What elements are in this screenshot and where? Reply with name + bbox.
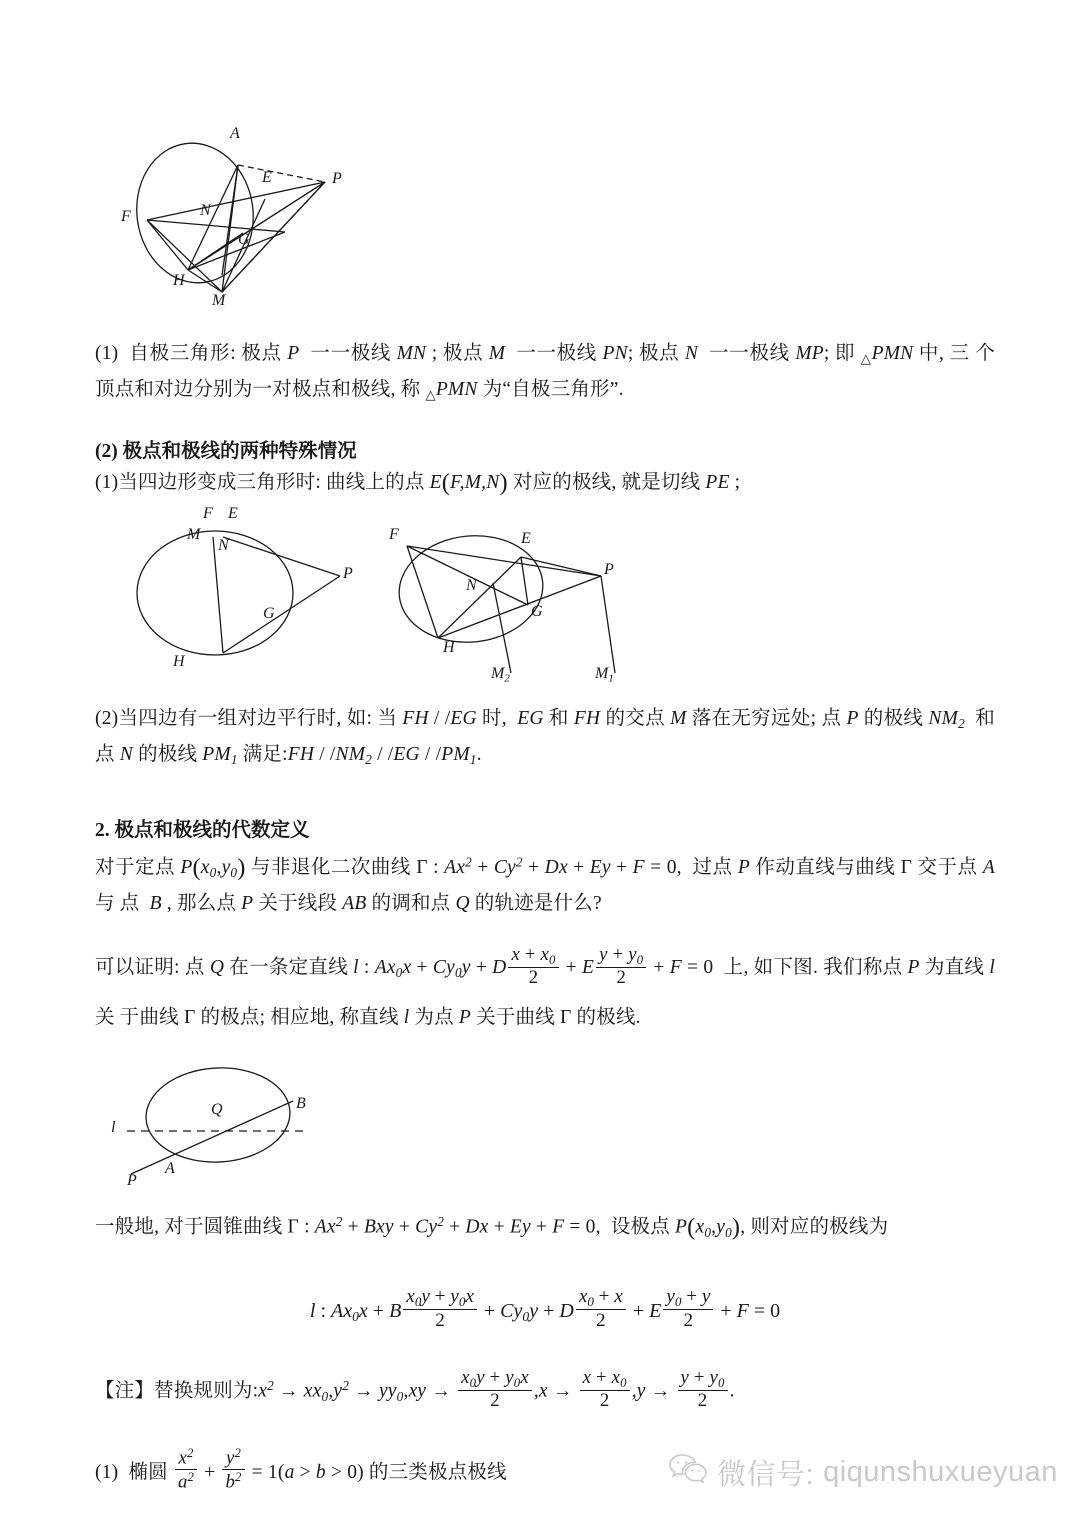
- proof-line1: 可以证明: 点 Q 在一条定直线 l : $Ax_0x + Cy_0y + D$ $\frac{x + x_0}{2}$ + E $\frac{y + y_0}{2}$ + F = 0 上, 如下图. 我们称点 P 为直线 l 关: [95, 943, 995, 1028]
- ellipse-item-text: (1) 椭圆 $\frac{x^2}{a^2}$ + $\frac{y^2}{b^2}$ = 1(a > b > 0) 的三类极点极线: [95, 1446, 507, 1493]
- polar-line-definition-svg: [103, 1062, 403, 1192]
- figure-point-label-E: E: [228, 504, 238, 522]
- figure-point-label-H: H: [173, 652, 185, 670]
- figure-point-label-M: M: [187, 525, 201, 543]
- special-case-1-text: (1)当四边形变成三角形时: 曲线上的点 E(F,M,N) 对应的极线, 就是切线 PE ;: [95, 469, 741, 497]
- wechat-icon: [668, 1452, 708, 1493]
- degenerate-triangle-svg: [115, 513, 365, 685]
- document-content: [95, 0, 995, 1494]
- figure-point-label-P: P: [332, 170, 342, 187]
- figure-line-label-l: l: [111, 1118, 116, 1136]
- figure-point-label-Q: Q: [211, 1100, 223, 1118]
- figure-degenerate-triangle: [115, 504, 365, 685]
- figure-point-label-E: E: [262, 169, 272, 186]
- watermark: [668, 1452, 1058, 1493]
- figure-parallel-sides: [383, 513, 673, 685]
- figure-point-label-G: G: [531, 602, 543, 620]
- general-conic-intro: 一般地, 对于圆锥曲线 Γ : $Ax^2$ + Bxy + $Cy^2 + Dx + Ey + F = 0$, 设极点 $P(x_0,y_0)$, 则对应的极线为: [95, 1213, 889, 1241]
- figure-point-label-H: H: [443, 638, 455, 656]
- watermark-account: qiqunshuxueyuan: [823, 1456, 1058, 1488]
- sc2-line2: 点 N 的极线 $PM_1$ 满足:FH / $/NM_2 / /EG / /PM_1$.: [95, 743, 482, 767]
- figure-point-label-B: B: [296, 1094, 306, 1112]
- watermark-label: 微信号:: [717, 1459, 815, 1491]
- special-case-2-text: [95, 703, 995, 775]
- figure-polar-line-definition: [103, 1062, 403, 1192]
- special-cases-heading: (2) 极点和极线的两种特殊情况: [95, 441, 357, 463]
- figure-point-label-P: P: [343, 564, 353, 582]
- figure-point-label-N: N: [200, 202, 211, 219]
- figure-pair-row: [95, 504, 995, 685]
- figure-point-label-A: A: [230, 125, 240, 142]
- proof-line2: 于曲线 Γ 的极点; 相应地, 称直线 l 为点 P 关于曲线 Γ 的极线.: [119, 1006, 641, 1028]
- figure-point-label-P: P: [127, 1171, 137, 1189]
- figure-point-label-M: M: [212, 292, 226, 309]
- figure-point-label-N: N: [218, 536, 229, 554]
- proof-paragraph: [95, 945, 995, 1040]
- figure-point-label-M2: $M_2$: [491, 664, 510, 684]
- figure-point-label-F: F: [203, 504, 213, 522]
- ad-line1: 对于定点 $P(x_0,y_0)$ 与非退化二次曲线 Γ : $Ax^2 + Cy^2 + Dx + Ey + F = 0$, 过点 P 作动直线与曲线 Γ 交于点 A 与: [95, 853, 995, 914]
- figure-point-label-P: P: [604, 560, 614, 578]
- figure-point-label-G: G: [238, 231, 250, 248]
- general-conic-equation: l : $Ax_0x + B$ $\frac{x_0y + y_0x}{2}$ + $Cy_0y + D$ $\frac{x_0 + x}{2}$ + E $\frac{y_0 + y}{2}$ + F = 0: [309, 1285, 781, 1332]
- figure-point-label-N: N: [466, 576, 477, 594]
- ad-line2: 点 B , 那么点 P 关于线段 AB 的调和点 Q 的轨迹是什么?: [119, 892, 602, 914]
- figure-point-label-F: F: [389, 525, 399, 543]
- figure-point-label-F: F: [121, 208, 131, 225]
- figure-point-label-M1: $M_1$: [595, 664, 614, 684]
- algebraic-definition-paragraph: [95, 846, 995, 919]
- spt-line2: 顶点和对边分别为一对极点和极线, 称 $_\triangle$PMN 为“自极三角形”.: [95, 379, 624, 403]
- self-polar-triangle-paragraph: [95, 338, 995, 410]
- spt-line1: (1) 自极三角形: 极点 P 一一极线 MN ; 极点 M 一一极线 PN; 极点 N 一一极线 MP; 即 $_\triangle$PMN 中, 三 个: [95, 343, 996, 367]
- substitution-note: 【注】替换规则为$:x^2 \to xx_0,y^2 \to yy_0,xy$ → $\frac{x_0y + y_0x}{2}$ ,x → $\frac{x + x_0}{2}$ ,y → $\frac{y + y_0}{2}$ .: [95, 1366, 735, 1412]
- sc2-line1: (2)当四边有一组对边平行时, 如: 当 FH / /EG 时, EG 和 FH 的交点 M 落在无穷远处; 点 P 的极线 $NM_2$ 和: [95, 707, 995, 731]
- algebraic-definition-heading: 2. 极点和极线的代数定义: [95, 820, 310, 841]
- figure-point-label-E: E: [521, 529, 531, 547]
- figure-point-label-G: G: [263, 604, 275, 622]
- figure-point-label-H: H: [173, 272, 185, 289]
- figure-point-label-A: A: [165, 1159, 175, 1177]
